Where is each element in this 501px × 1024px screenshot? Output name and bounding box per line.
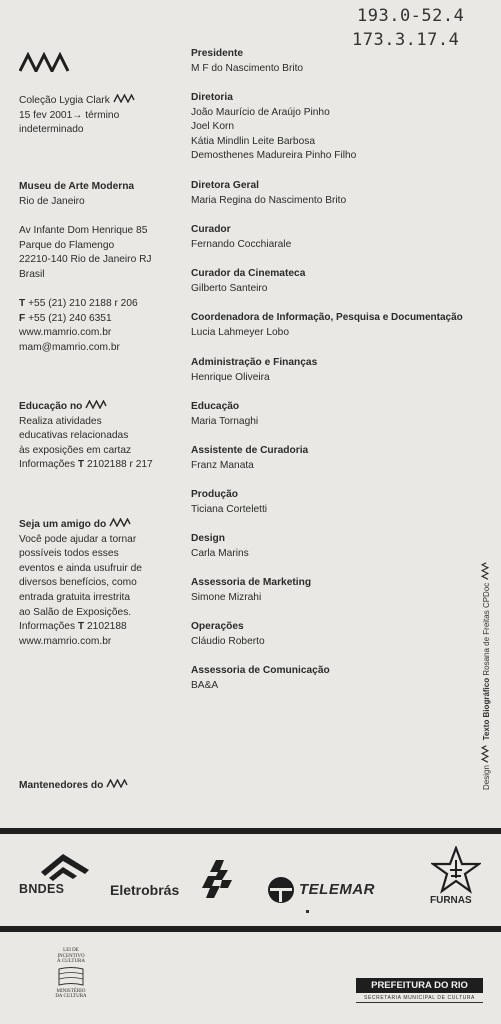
staff-name: BA&A (191, 679, 219, 691)
museum-name: Museu de Arte Moderna (19, 181, 135, 192)
prefeitura-logo (356, 978, 483, 1003)
tel-number: +55 (21) 210 2188 r 206 (28, 298, 138, 309)
collection-title: Coleção Lygia Clark (19, 95, 110, 106)
incentive-line: À CULTURA (56, 959, 85, 964)
mam-mark-icon (109, 518, 131, 527)
bndes-label: BNDES (19, 882, 65, 896)
staff-entry (191, 223, 291, 252)
fax-number: +55 (21) 240 6351 (28, 312, 112, 324)
staff-name: Henrique Oliveira (191, 371, 270, 383)
address-line-3: 22210-140 Rio de Janeiro RJ (19, 254, 152, 266)
sponsor-top-rule (0, 828, 501, 834)
staff-name: Ticiana Corteletti (191, 503, 268, 515)
staff-name: Carla Marins (191, 547, 249, 559)
staff-role: Presidente (191, 48, 244, 59)
friend-website-link[interactable]: www.mamrio.com.br (19, 635, 112, 647)
staff-role: Administração e Finanças (191, 357, 318, 368)
staff-name: M F do Nascimento Brito (191, 62, 304, 74)
bndes-logo (19, 852, 91, 902)
incentive-line: LEI DE (63, 948, 79, 953)
staff-entry (191, 179, 346, 208)
education-block (19, 400, 189, 473)
eletrobras-logo (110, 858, 240, 902)
ministry-flag-icon (56, 966, 86, 988)
ministry-line: MINISTÉRIO (56, 988, 86, 994)
staff-entry (191, 620, 265, 649)
staff-role: Educação (191, 401, 240, 412)
secretaria-label: SECRETARIA MUNICIPAL DE CULTURA (356, 993, 483, 1003)
friend-line: diversos benefícios, como (19, 577, 137, 589)
education-tel: 2102188 r 217 (86, 459, 153, 471)
mam-mark-icon (85, 400, 107, 409)
friend-info-label: Informações (19, 621, 76, 633)
education-tel-label: T (77, 459, 85, 471)
friend-title: Seja um amigo do (19, 519, 107, 530)
staff-role: Assessoria de Marketing (191, 577, 312, 588)
staff-name: Maria Tornaghi (191, 415, 259, 427)
prefeitura-label: PREFEITURA DO RIO (356, 978, 483, 993)
contact-block (19, 297, 189, 355)
staff-role: Operações (191, 621, 244, 632)
staff-name: Maria Regina do Nascimento Brito (191, 194, 347, 206)
staff-role: Curador (191, 224, 231, 235)
staff-role: Assistente de Curadoria (191, 445, 309, 456)
ministry-seal (48, 948, 94, 1000)
address-block (19, 224, 189, 282)
staff-role: Coordenadora de Informação, Pesquisa e Documentação (191, 312, 463, 323)
staff-entry (191, 532, 249, 561)
staff-role: Diretora Geral (191, 180, 259, 191)
collection-dates: 15 fev 2001→ término (19, 109, 120, 121)
staff-entry (191, 576, 311, 605)
ministry-line: DA CULTURA (55, 994, 87, 999)
friend-block (19, 518, 189, 649)
museum-block (19, 180, 189, 209)
staff-entry (191, 267, 305, 296)
friend-line: entrada gratuita irrestrita (19, 591, 130, 603)
friend-line: Você pode ajudar a tornar (19, 533, 137, 545)
staff-role: Assessoria de Comunicação (191, 665, 330, 676)
furnas-star-icon (431, 846, 481, 894)
staff-name: João Maurício de Araújo Pinho (191, 106, 330, 118)
staff-role: Diretoria (191, 92, 233, 103)
staff-entry (191, 400, 258, 429)
mam-logo (19, 52, 71, 72)
staff-name: Joel Korn (191, 121, 235, 133)
collection-end: indeterminado (19, 124, 84, 136)
friend-line: eventos e ainda usufruir de (19, 562, 142, 574)
education-line: às exposições em cartaz (19, 444, 132, 456)
education-line: educativas relacionadas (19, 430, 129, 442)
staff-role: Curador da Cinemateca (191, 268, 306, 279)
staff-entry (191, 664, 330, 693)
tel-label: T (19, 298, 26, 309)
staff-name: Simone Mizrahi (191, 591, 262, 603)
education-info-label: Informações (19, 459, 76, 471)
credits-design-label: Design (482, 765, 491, 790)
staff-name: Fernando Cocchiarale (191, 238, 292, 250)
staff-entry (191, 311, 491, 340)
friend-line: possíveis todos esses (19, 548, 119, 560)
maintainers-title (19, 779, 189, 794)
sponsor-bottom-rule (0, 926, 501, 932)
telemar-globe-icon (266, 875, 296, 905)
staff-name: Franz Manata (191, 459, 254, 471)
staff-name: Kátia Mindlin Leite Barbosa (191, 135, 316, 147)
mam-mark-icon (481, 562, 489, 580)
staff-entry (191, 488, 267, 517)
staff-name: Demosthenes Madureira Pinho Filho (191, 150, 357, 162)
fax-label: F (19, 312, 26, 324)
eletrobras-bolt-icon (194, 860, 236, 900)
eletrobras-label: Eletrobrás (110, 882, 180, 898)
furnas-label: FURNAS (430, 895, 472, 906)
staff-role: Design (191, 533, 225, 544)
credits-text-name: Rosana de Freitas CPDoc (482, 582, 491, 676)
staff-entry (191, 356, 317, 385)
staff-name: Cláudio Roberto (191, 635, 265, 647)
bndes-emblem-icon (19, 852, 91, 886)
mam-mark-icon (106, 779, 128, 788)
friend-tel-label: T (77, 621, 85, 633)
staff-entry (191, 91, 356, 164)
staff-entry (191, 444, 308, 473)
address-line-1: Av Infante Dom Henrique 85 (19, 225, 148, 236)
address-line-4: Brasil (19, 268, 45, 280)
collection-block (19, 94, 189, 138)
incentive-line: INCENTIVO (57, 953, 85, 959)
staff-entry (191, 47, 303, 76)
maintainers-label: Mantenedores do (19, 780, 104, 791)
staff-name: Lucia Lahmeyer Lobo (191, 326, 289, 338)
credits-text-label: Texto Biográfico (482, 677, 491, 741)
vertical-credits (481, 562, 491, 790)
friend-line: ao Salão de Exposições. (19, 606, 132, 618)
telemar-label: TELEMAR (299, 881, 375, 898)
mam-mark-icon (481, 745, 489, 763)
email-link[interactable]: mam@mamrio.com.br (19, 341, 120, 353)
furnas-logo (428, 846, 484, 910)
mam-mark-icon (113, 94, 135, 103)
staff-role: Produção (191, 489, 238, 500)
friend-tel: 2102188 (86, 621, 127, 633)
education-title: Educação no (19, 401, 83, 412)
handwritten-number-2: 173.3.17.4 (352, 30, 460, 50)
address-line-2: Parque do Flamengo (19, 239, 115, 251)
website-link[interactable]: www.mamrio.com.br (19, 327, 112, 339)
staff-name: Gilberto Santeiro (191, 282, 268, 294)
speck (306, 910, 309, 913)
museum-city: Rio de Janeiro (19, 195, 85, 207)
education-line: Realiza atividades (19, 415, 102, 427)
telemar-logo (266, 875, 406, 907)
handwritten-number-1: 193.0-52.4 (357, 6, 465, 26)
